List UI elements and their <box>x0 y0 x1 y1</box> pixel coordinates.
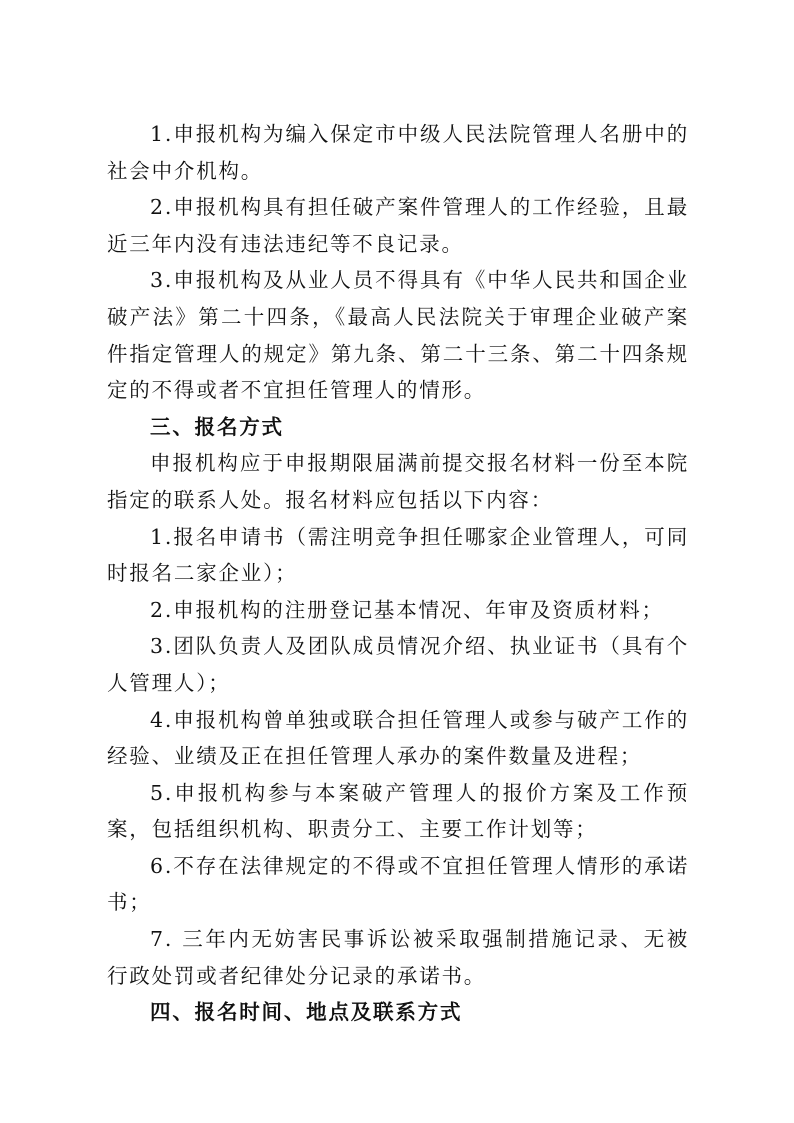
material-item-2: 2.申报机构的注册登记基本情况、年审及资质材料； <box>150 597 664 622</box>
material-item-6: 6.不存在法律规定的不得或不宜担任管理人情形的承诺书； <box>107 853 689 915</box>
material-item-4: 4.申报机构曾单独或联合担任管理人或参与破产工作的经验、业绩及正在担任管理人承办的案件数量及进程； <box>107 707 689 769</box>
document-body <box>107 116 689 1031</box>
requirement-item-1: 1.申报机构为编入保定市中级人民法院管理人名册中的社会中介机构。 <box>107 122 689 183</box>
requirement-item-3: 3.申报机构及从业人员不得具有《中华人民共和国企业破产法》第二十四条，《最高人民法院关于审理企业破产案件指定管理人的规定》第九条、第二十三条、第二十四条规定的不得或者不宜担任管理人的情形。 <box>107 268 689 403</box>
material-item-5: 5.申报机构参与本案破产管理人的报价方案及工作预案，包括组织机构、职责分工、主要工作计划等； <box>107 780 689 842</box>
section-heading-registration-method: 三、报名方式 <box>150 414 284 439</box>
material-item-3: 3.团队负责人及团队成员情况介绍、执业证书（具有个人管理人）； <box>107 634 689 695</box>
requirement-item-2: 2.申报机构具有担任破产案件管理人的工作经验，且最近三年内没有违法违纪等不良记录。 <box>107 195 689 256</box>
material-item-1: 1.报名申请书（需注明竞争担任哪家企业管理人，可同时报名二家企业）； <box>107 524 689 586</box>
material-item-7: 7. 三年内无妨害民事诉讼被采取强制措施记录、无被行政处罚或者纪律处分记录的承诺书。 <box>107 927 689 988</box>
section-heading-registration-time-place-contact: 四、报名时间、地点及联系方式 <box>150 1000 463 1025</box>
registration-intro-paragraph: 申报机构应于申报期限届满前提交报名材料一份至本院指定的联系人处。报名材料应包括以下内容： <box>107 451 689 512</box>
